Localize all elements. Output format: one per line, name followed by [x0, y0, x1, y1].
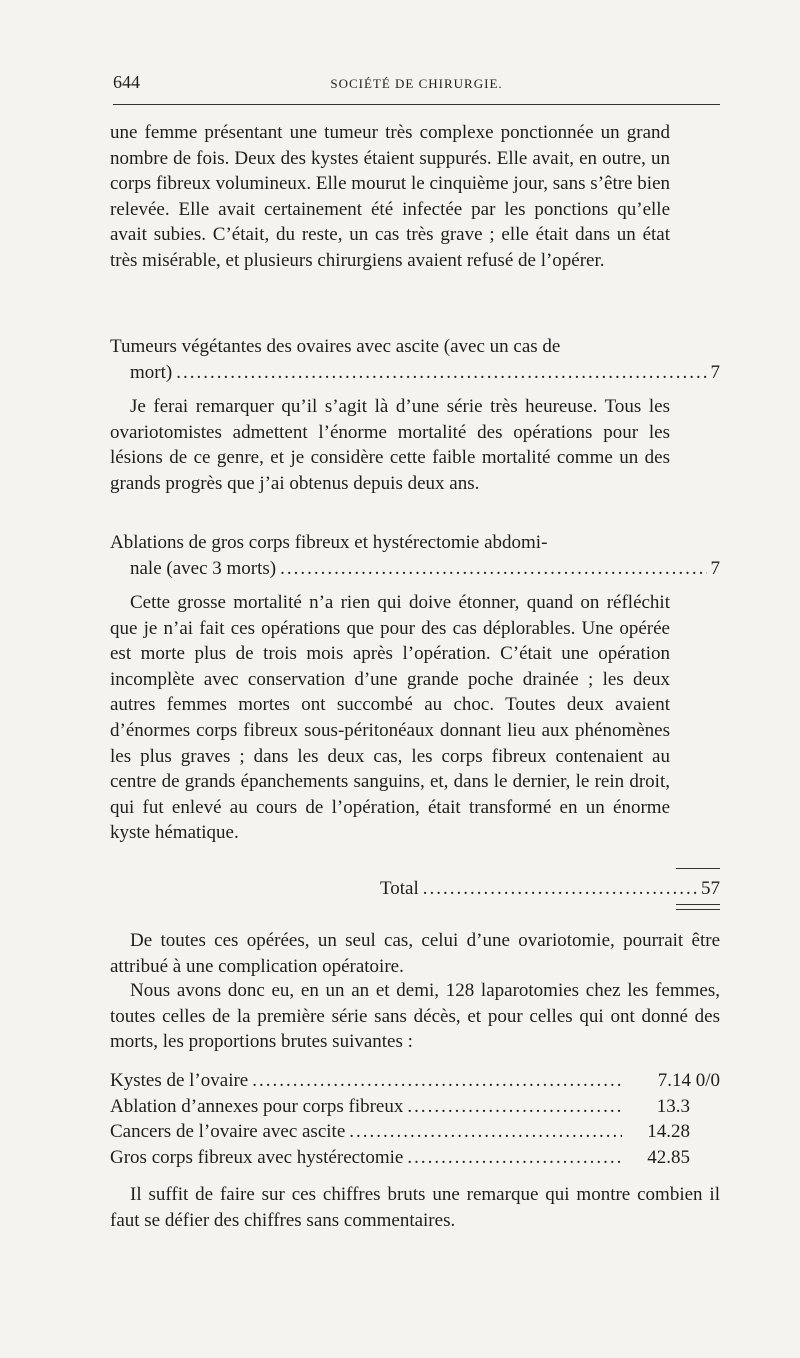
series-entry-vegetating-tumors	[110, 334, 720, 385]
stat-value: 14.28	[647, 1121, 690, 1143]
dot-leader	[349, 1119, 622, 1145]
table-row	[110, 1119, 720, 1145]
dot-leader	[407, 1094, 622, 1120]
entry-line-1: Tumeurs végétantes des ovaires avec ascite (avec un cas de	[110, 336, 561, 357]
dot-leader	[252, 1068, 622, 1094]
stat-label: Ablation d’annexes pour corps fibreux	[110, 1095, 404, 1117]
paragraph-text: une femme présentant une tumeur très complexe ponctionnée un grand nombre de fois. Deux des kystes étaient suppurés. Elle avait, en outre, un corps fibreux volumineux. Elle mourut le cinquième jour, sans s’être bien relevée. Elle avait certainement été infectée par les ponctions qu’elle avait subies. C’était, du reste, un cas très grave ; elle était dans un état très misérable, et plusieurs chirurgiens avaient refusé de l’opérer.	[110, 122, 670, 271]
running-title: SOCIÉTÉ DE CHIRURGIE.	[330, 76, 503, 91]
entry-line-1: Ablations de gros corps fibreux et hystérectomie abdomi-	[110, 532, 548, 553]
total-double-rule-bottom	[676, 909, 720, 910]
table-row	[110, 1068, 720, 1094]
stat-label: Kystes de l’ovaire	[110, 1070, 249, 1091]
stat-value: 42.85	[647, 1146, 690, 1168]
entry-line-2	[110, 556, 720, 582]
dot-leader	[176, 360, 706, 386]
dot-leader	[407, 1145, 622, 1171]
dot-leader	[280, 556, 706, 582]
entry-label: nale (avec 3 morts)	[130, 557, 277, 579]
entry-count: 7	[710, 361, 720, 383]
mortality-proportions-table	[110, 1068, 720, 1170]
dot-leader	[423, 876, 697, 902]
paragraph-text: Cette grosse mortalité n’a rien qui doive étonner, quand on réfléchit que je n’ai fait ces opérations que pour des cas déplorables. Une opérée est morte plus de trois mois après l’opération. C’était une opération incomplète avec conservation d’une grande poche drainée ; les deux autres femmes mortes ont succombé au choc. Toutes deux avaient d’énormes corps fibreux sous-péritonéaux donnant lieu aux phénomènes les plus graves ; dans les deux cas, les corps fibreux contenaient au centre de grands épanchements sanguins, et, dans le dernier, le rein droit, qui fut enlevé au cours de l’opération, était transformé en un énorme kyste hématique.	[110, 592, 670, 844]
stat-value: 7.14 0/0	[657, 1070, 720, 1091]
paragraph-text: De toutes ces opérées, un seul cas, celui d’une ovariotomie, pourrait être attribué à une complication opératoire.	[110, 930, 720, 977]
total-value: 57	[701, 878, 720, 899]
paragraph-complication	[110, 928, 720, 979]
entry-count: 7	[710, 557, 720, 579]
page-header	[113, 72, 720, 102]
stat-label: Gros corps fibreux avec hystérectomie	[110, 1146, 404, 1168]
paragraph-case-description	[110, 120, 670, 274]
total-double-rule-top	[676, 904, 720, 905]
paragraph-text: Je ferai remarquer qu’il s’agit là d’une série très heureuse. Tous les ovariotomistes admettent l’énorme mortalité des opérations pour les lésions de ce genre, et je considère cette faible mortalité comme un des grands progrès que j’ai obtenus depuis deux ans.	[110, 396, 670, 494]
stat-label: Cancers de l’ovaire avec ascite	[110, 1121, 346, 1143]
paragraph-text: Il suffit de faire sur ces chiffres bruts une remarque qui montre combien il faut se défier des chiffres sans commentaires.	[110, 1184, 720, 1231]
table-row	[110, 1094, 720, 1120]
paragraph-mortality	[110, 590, 670, 846]
entry-label: mort)	[130, 361, 173, 383]
paragraph-conclusion	[110, 1182, 720, 1233]
total-rule	[676, 868, 720, 869]
header-rule	[113, 104, 720, 105]
paragraph-happy-series	[110, 394, 670, 496]
stat-value: 13.3	[656, 1095, 690, 1117]
paragraph-text: Nous avons donc eu, en un an et demi, 128 laparotomies chez les femmes, toutes celles de la première série sans décès, et pour celles qui ont donné des morts, les proportions brutes suivantes :	[110, 980, 720, 1053]
page-number: 644	[113, 72, 140, 92]
total-row	[380, 876, 720, 902]
entry-line-2	[110, 360, 720, 386]
paragraph-laparotomies	[110, 978, 720, 1055]
table-row	[110, 1145, 720, 1171]
total-label: Total	[380, 878, 419, 899]
series-entry-fibroid-ablations	[110, 530, 720, 581]
